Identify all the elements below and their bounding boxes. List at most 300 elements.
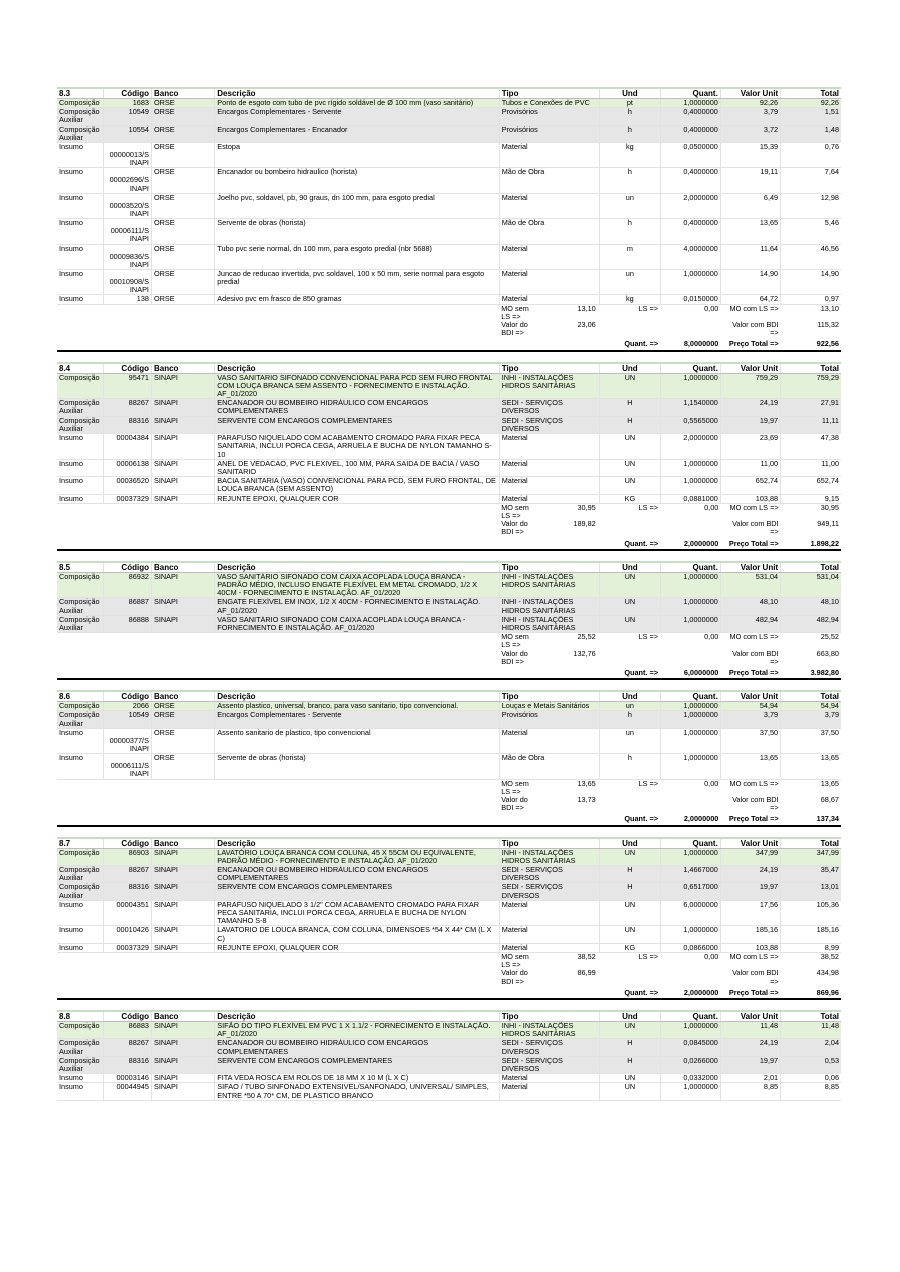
table-row	[57, 399, 841, 416]
row-unit: UN	[600, 900, 660, 926]
row-total: 12,98	[781, 193, 841, 218]
row-type: SEDI - SERVIÇOS DIVERSOS	[499, 1039, 600, 1056]
row-unit-price: 11,00	[720, 459, 780, 476]
spacer	[57, 304, 103, 321]
header-valor-unit: Valor Unit	[720, 692, 780, 702]
table-header-row	[57, 364, 841, 374]
row-quantity: 1,0000000	[660, 598, 720, 615]
header-total: Total	[781, 1012, 841, 1022]
row-type: Provisórios	[499, 125, 600, 142]
row-unit: h	[600, 125, 660, 142]
header-valor-unit: Valor Unit	[720, 839, 780, 849]
row-description: ENGATE FLEXÍVEL EM INOX, 1/2 X 40CM - FORNECIMENTO E INSTALAÇÃO. AF_01/2020	[215, 598, 499, 615]
preco-total-value: 869,96	[781, 986, 841, 997]
spacer	[215, 779, 499, 796]
row-bank: SINAPI	[151, 1056, 214, 1073]
header-und: Und	[600, 563, 660, 573]
row-code: 00036520	[103, 477, 151, 494]
preco-total-label: Preço Total =>	[720, 666, 780, 677]
row-quantity: 1,0000000	[660, 373, 720, 399]
valor-bdi	[499, 650, 600, 666]
spacer	[103, 650, 151, 666]
row-quantity: 0,0500000	[660, 143, 720, 168]
header-tipo: Tipo	[499, 364, 600, 374]
row-unit-price: 15,39	[720, 143, 780, 168]
row-kind: Insumo	[57, 434, 103, 460]
row-total: 48,10	[781, 598, 841, 615]
row-type: Mão de Obra	[499, 219, 600, 244]
row-bank: SINAPI	[151, 598, 214, 615]
quant-value: 8,0000000	[660, 337, 720, 348]
header-descricao: Descrição	[215, 1012, 499, 1022]
table-row	[57, 572, 841, 598]
row-unit: H	[600, 866, 660, 883]
summary-row-total	[57, 812, 841, 823]
spacer	[57, 537, 103, 548]
mo-sem-ls-value: 38,52	[577, 952, 596, 962]
spacer	[215, 650, 499, 666]
summary-row-bdi	[57, 796, 841, 812]
summary-row-mo	[57, 953, 841, 970]
row-description: Encanador ou bombeiro hidraulico (horista)	[215, 168, 499, 193]
row-bank: SINAPI	[151, 1083, 214, 1100]
preco-total-label: Preço Total =>	[720, 986, 780, 997]
row-code: 88267	[103, 399, 151, 416]
row-kind: Insumo	[57, 900, 103, 926]
spacer	[151, 520, 214, 536]
row-description: VASO SANITÁRIO SIFONADO COM CAIXA ACOPLADA LOUÇA BRANCA - PADRÃO MÉDIO, INCLUSO ENGATE FLEXÍVEL EM METAL CROMADO, 1/2 X 40CM - FORNECIMENTO E INSTALAÇÃO. AF_01/2020	[215, 572, 499, 598]
row-unit-price: 64,72	[720, 295, 780, 304]
row-type: Material	[499, 1074, 600, 1083]
mo-sem-ls	[499, 953, 600, 970]
spacer	[151, 666, 214, 677]
table-row	[57, 754, 841, 779]
valor-com-bdi-value: 663,80	[781, 650, 841, 666]
row-quantity: 0,0845000	[660, 1039, 720, 1056]
spacer	[57, 503, 103, 520]
row-unit-price: 11,48	[720, 1022, 780, 1039]
row-unit: h	[600, 108, 660, 125]
header-und: Und	[600, 1012, 660, 1022]
header-tipo: Tipo	[499, 563, 600, 573]
row-quantity: 1,0000000	[660, 99, 720, 108]
composition-block	[57, 1010, 841, 1101]
row-type: SEDI - SERVIÇOS DIVERSOS	[499, 1056, 600, 1073]
row-description: Ponto de esgoto com tubo de pvc rígido soldável de Ø 100 mm (vaso sanitário)	[215, 99, 499, 108]
row-code: 86888	[103, 615, 151, 632]
row-type: Material	[499, 244, 600, 269]
ls-value: 0,00	[660, 503, 720, 520]
mo-sem-ls	[499, 503, 600, 520]
row-bank: ORSE	[151, 728, 214, 753]
row-total: 482,94	[781, 615, 841, 632]
spacer	[57, 337, 103, 348]
row-quantity: 6,0000000	[660, 900, 720, 926]
mo-sem-ls	[499, 779, 600, 796]
header-banco: Banco	[151, 89, 214, 99]
item-number: 8.4	[57, 364, 103, 374]
spacer	[215, 520, 499, 536]
row-unit: un	[600, 270, 660, 295]
valor-com-bdi-value: 949,11	[781, 520, 841, 536]
block-bottom-rule	[57, 678, 841, 680]
row-quantity: 1,0000000	[660, 702, 720, 711]
table-row	[57, 598, 841, 615]
row-unit-price: 54,94	[720, 702, 780, 711]
row-unit-price: 3,79	[720, 108, 780, 125]
spacer	[215, 337, 499, 348]
spacer	[57, 969, 103, 985]
row-unit-price: 19,97	[720, 1056, 780, 1073]
table-header-row	[57, 692, 841, 702]
spacer	[57, 650, 103, 666]
row-unit: UN	[600, 848, 660, 865]
spacer	[57, 321, 103, 337]
row-code: 00002696/S INAPI	[103, 168, 151, 193]
row-unit-price: 24,19	[720, 399, 780, 416]
row-bank: SINAPI	[151, 434, 214, 460]
spacer	[600, 796, 660, 812]
spacer	[660, 796, 720, 812]
spacer	[499, 812, 600, 823]
valor-bdi-label: Valor do BDI =>	[501, 969, 528, 986]
summary-row-mo	[57, 633, 841, 650]
composition-block	[57, 561, 841, 680]
header-codigo: Código	[103, 89, 151, 99]
row-unit-price: 531,04	[720, 572, 780, 598]
composition-block	[57, 837, 841, 1000]
row-total: 0,06	[781, 1074, 841, 1083]
row-description: LAVATORIO DE LOUCA BRANCA, COM COLUNA, DIMENSOES *54 X 44* CM (L X C)	[215, 926, 499, 943]
row-total: 11,11	[781, 416, 841, 433]
valor-bdi	[499, 969, 600, 985]
row-type: Material	[499, 926, 600, 943]
summary-row-bdi	[57, 650, 841, 666]
table-row	[57, 477, 841, 494]
row-bank: ORSE	[151, 125, 214, 142]
row-code: 00037329	[103, 494, 151, 503]
table-row	[57, 702, 841, 711]
row-type: Material	[499, 494, 600, 503]
row-type: Material	[499, 459, 600, 476]
row-type: Material	[499, 1083, 600, 1100]
row-total: 92,26	[781, 99, 841, 108]
row-unit-price: 24,19	[720, 1039, 780, 1056]
row-code: 00006111/S INAPI	[103, 219, 151, 244]
valor-bdi	[499, 520, 600, 536]
table-row	[57, 373, 841, 399]
budget-sheet	[57, 87, 841, 1111]
header-tipo: Tipo	[499, 89, 600, 99]
row-unit: UN	[600, 477, 660, 494]
row-code: 00000377/S INAPI	[103, 728, 151, 753]
table-row	[57, 1039, 841, 1056]
row-total: 0,53	[781, 1056, 841, 1073]
table-row	[57, 168, 841, 193]
valor-com-bdi-label: Valor com BDI =>	[720, 650, 780, 666]
spacer	[103, 337, 151, 348]
header-quant: Quant.	[660, 364, 720, 374]
row-kind: Insumo	[57, 244, 103, 269]
row-total: 8,85	[781, 1083, 841, 1100]
row-code: 138	[103, 295, 151, 304]
summary-row-mo	[57, 304, 841, 321]
row-quantity: 1,0000000	[660, 848, 720, 865]
row-unit-price: 37,50	[720, 728, 780, 753]
header-descricao: Descrição	[215, 563, 499, 573]
row-unit: H	[600, 1056, 660, 1073]
row-unit-price: 8,85	[720, 1083, 780, 1100]
row-unit: KG	[600, 494, 660, 503]
row-unit-price: 24,19	[720, 866, 780, 883]
mo-com-ls-label: MO com LS =>	[720, 633, 780, 650]
ls-label: LS =>	[600, 503, 660, 520]
header-total: Total	[781, 839, 841, 849]
row-unit: UN	[600, 434, 660, 460]
preco-total-value: 3.982,80	[781, 666, 841, 677]
row-kind: Insumo	[57, 477, 103, 494]
mo-sem-ls	[499, 633, 600, 650]
spacer	[151, 969, 214, 985]
table-header-row	[57, 1012, 841, 1022]
row-code: 00003520/S INAPI	[103, 193, 151, 218]
row-description: Encargos Complementares - Servente	[215, 108, 499, 125]
row-type: Provisórios	[499, 108, 600, 125]
header-banco: Banco	[151, 1012, 214, 1022]
row-unit: un	[600, 193, 660, 218]
mo-sem-ls-value: 13,65	[577, 779, 596, 788]
header-tipo: Tipo	[499, 692, 600, 702]
mo-com-ls-value: 13,65	[781, 779, 841, 796]
row-unit-price: 347,99	[720, 848, 780, 865]
row-total: 759,29	[781, 373, 841, 399]
row-bank: SINAPI	[151, 572, 214, 598]
row-code: 00010426	[103, 926, 151, 943]
spacer	[103, 666, 151, 677]
table-row	[57, 416, 841, 433]
quant-label: Quant. =>	[600, 537, 660, 548]
spacer	[215, 666, 499, 677]
spacer	[660, 321, 720, 337]
row-total: 1,51	[781, 108, 841, 125]
item-number: 8.8	[57, 1012, 103, 1022]
table-row	[57, 125, 841, 142]
header-quant: Quant.	[660, 1012, 720, 1022]
row-quantity: 1,0000000	[660, 459, 720, 476]
spacer	[151, 633, 214, 650]
valor-bdi-label: Valor do BDI =>	[501, 520, 528, 537]
item-number: 8.6	[57, 692, 103, 702]
row-unit: UN	[600, 459, 660, 476]
row-code: 88316	[103, 1056, 151, 1073]
row-unit-price: 6,49	[720, 193, 780, 218]
row-bank: SINAPI	[151, 416, 214, 433]
spacer	[215, 986, 499, 997]
spacer	[57, 986, 103, 997]
row-description: Joelho pvc, soldavel, pb, 90 graus, dn 100 mm, para esgoto predial	[215, 193, 499, 218]
row-code: 00004384	[103, 434, 151, 460]
ls-value: 0,00	[660, 953, 720, 970]
row-unit-price: 759,29	[720, 373, 780, 399]
mo-com-ls-value: 25,52	[781, 633, 841, 650]
row-quantity: 0,0881000	[660, 494, 720, 503]
summary-row-bdi	[57, 321, 841, 337]
row-unit: h	[600, 219, 660, 244]
row-type: Material	[499, 477, 600, 494]
row-code: 88316	[103, 416, 151, 433]
row-unit: h	[600, 168, 660, 193]
row-type: Mão de Obra	[499, 168, 600, 193]
row-code: 10554	[103, 125, 151, 142]
row-code: 2066	[103, 702, 151, 711]
table-row	[57, 494, 841, 503]
row-unit-price: 19,97	[720, 416, 780, 433]
table-row	[57, 143, 841, 168]
table-row	[57, 108, 841, 125]
row-description: ENCANADOR OU BOMBEIRO HIDRÁULICO COM ENCARGOS COMPLEMENTARES	[215, 866, 499, 883]
row-bank: SINAPI	[151, 900, 214, 926]
header-banco: Banco	[151, 563, 214, 573]
row-kind: Composição Auxiliar	[57, 399, 103, 416]
row-kind: Insumo	[57, 219, 103, 244]
row-bank: ORSE	[151, 193, 214, 218]
table-row	[57, 728, 841, 753]
spacer	[600, 321, 660, 337]
row-unit-price: 92,26	[720, 99, 780, 108]
header-banco: Banco	[151, 364, 214, 374]
row-bank: SINAPI	[151, 494, 214, 503]
row-unit-price: 19,97	[720, 883, 780, 900]
row-unit: H	[600, 1039, 660, 1056]
row-total: 9,15	[781, 494, 841, 503]
table-row	[57, 711, 841, 728]
row-code: 00006138	[103, 459, 151, 476]
row-type: INHI - INSTALAÇÕES HIDROS SANITÁRIAS	[499, 572, 600, 598]
valor-com-bdi-value: 68,67	[781, 796, 841, 812]
row-total: 54,94	[781, 702, 841, 711]
row-unit: UN	[600, 615, 660, 632]
spacer	[57, 779, 103, 796]
row-quantity: 0,6517000	[660, 883, 720, 900]
quant-label: Quant. =>	[600, 986, 660, 997]
valor-bdi-value: 23,06	[577, 321, 596, 330]
table-row	[57, 900, 841, 926]
mo-sem-ls-value: 13,10	[577, 304, 596, 313]
row-bank: ORSE	[151, 295, 214, 304]
row-code: 00006111/S INAPI	[103, 754, 151, 779]
valor-bdi-value: 189,82	[573, 520, 596, 529]
row-code: 86887	[103, 598, 151, 615]
spacer	[103, 304, 151, 321]
table-row	[57, 1074, 841, 1083]
row-unit: kg	[600, 295, 660, 304]
header-quant: Quant.	[660, 89, 720, 99]
header-total: Total	[781, 364, 841, 374]
row-type: Material	[499, 434, 600, 460]
spacer	[103, 953, 151, 970]
table-row	[57, 866, 841, 883]
summary-row-total	[57, 337, 841, 348]
row-unit: m	[600, 244, 660, 269]
row-quantity: 1,1540000	[660, 399, 720, 416]
row-description: ENCANADOR OU BOMBEIRO HIDRÁULICO COM ENCARGOS COMPLEMENTARES	[215, 399, 499, 416]
row-bank: ORSE	[151, 754, 214, 779]
row-type: Material	[499, 900, 600, 926]
row-total: 1,48	[781, 125, 841, 142]
row-code: 95471	[103, 373, 151, 399]
row-unit: H	[600, 416, 660, 433]
row-description: Assento sanitario de plastico, tipo convencional	[215, 728, 499, 753]
header-valor-unit: Valor Unit	[720, 364, 780, 374]
row-description: SERVENTE COM ENCARGOS COMPLEMENTARES	[215, 1056, 499, 1073]
header-codigo: Código	[103, 364, 151, 374]
spacer	[57, 953, 103, 970]
table-row	[57, 848, 841, 865]
table-row	[57, 1056, 841, 1073]
row-description: ANEL DE VEDACAO, PVC FLEXIVEL, 100 MM, PARA SAIDA DE BACIA / VASO SANITARIO	[215, 459, 499, 476]
row-code: 10549	[103, 711, 151, 728]
quant-value: 6,0000000	[660, 666, 720, 677]
ls-label: LS =>	[600, 304, 660, 321]
quant-value: 2,0000000	[660, 986, 720, 997]
table-row	[57, 459, 841, 476]
row-type: Material	[499, 943, 600, 952]
row-quantity: 1,4667000	[660, 866, 720, 883]
row-quantity: 0,4000000	[660, 108, 720, 125]
spacer	[499, 537, 600, 548]
row-description: FITA VEDA ROSCA EM ROLOS DE 18 MM X 10 M (L X C)	[215, 1074, 499, 1083]
row-bank: ORSE	[151, 219, 214, 244]
row-total: 14,90	[781, 270, 841, 295]
mo-com-ls-value: 30,95	[781, 503, 841, 520]
row-kind: Composição	[57, 702, 103, 711]
spacer	[103, 321, 151, 337]
row-total: 652,74	[781, 477, 841, 494]
row-total: 105,36	[781, 900, 841, 926]
row-code: 86932	[103, 572, 151, 598]
row-type: Material	[499, 143, 600, 168]
table-row	[57, 270, 841, 295]
row-kind: Insumo	[57, 295, 103, 304]
row-description: SIFAO / TUBO SINFONADO EXTENSIVEL/SANFONADO, UNIVERSAL/ SIMPLES, ENTRE *50 A 70* CM, DE PLASTICO BRANCO	[215, 1083, 499, 1100]
row-bank: ORSE	[151, 168, 214, 193]
mo-sem-ls	[499, 304, 600, 321]
spacer	[103, 633, 151, 650]
row-kind: Composição	[57, 572, 103, 598]
spacer	[103, 503, 151, 520]
spacer	[151, 650, 214, 666]
table-row	[57, 193, 841, 218]
spacer	[215, 537, 499, 548]
row-unit-price: 14,90	[720, 270, 780, 295]
preco-total-label: Preço Total =>	[720, 337, 780, 348]
row-kind: Composição Auxiliar	[57, 416, 103, 433]
row-description: VASO SANITÁRIO SIFONADO COM CAIXA ACOPLADA LOUÇA BRANCA - FORNECIMENTO E INSTALAÇÃO. AF_01/2020	[215, 615, 499, 632]
spacer	[103, 520, 151, 536]
row-bank: ORSE	[151, 244, 214, 269]
spacer	[151, 537, 214, 548]
row-unit: UN	[600, 598, 660, 615]
spacer	[103, 537, 151, 548]
quant-label: Quant. =>	[600, 812, 660, 823]
row-code: 10549	[103, 108, 151, 125]
row-quantity: 1,0000000	[660, 926, 720, 943]
valor-bdi-value: 86,99	[577, 969, 596, 978]
row-unit-price: 3,79	[720, 711, 780, 728]
row-type: INHI - INSTALAÇÕES HIDROS SANITÁRIAS	[499, 615, 600, 632]
row-total: 531,04	[781, 572, 841, 598]
row-bank: ORSE	[151, 702, 214, 711]
